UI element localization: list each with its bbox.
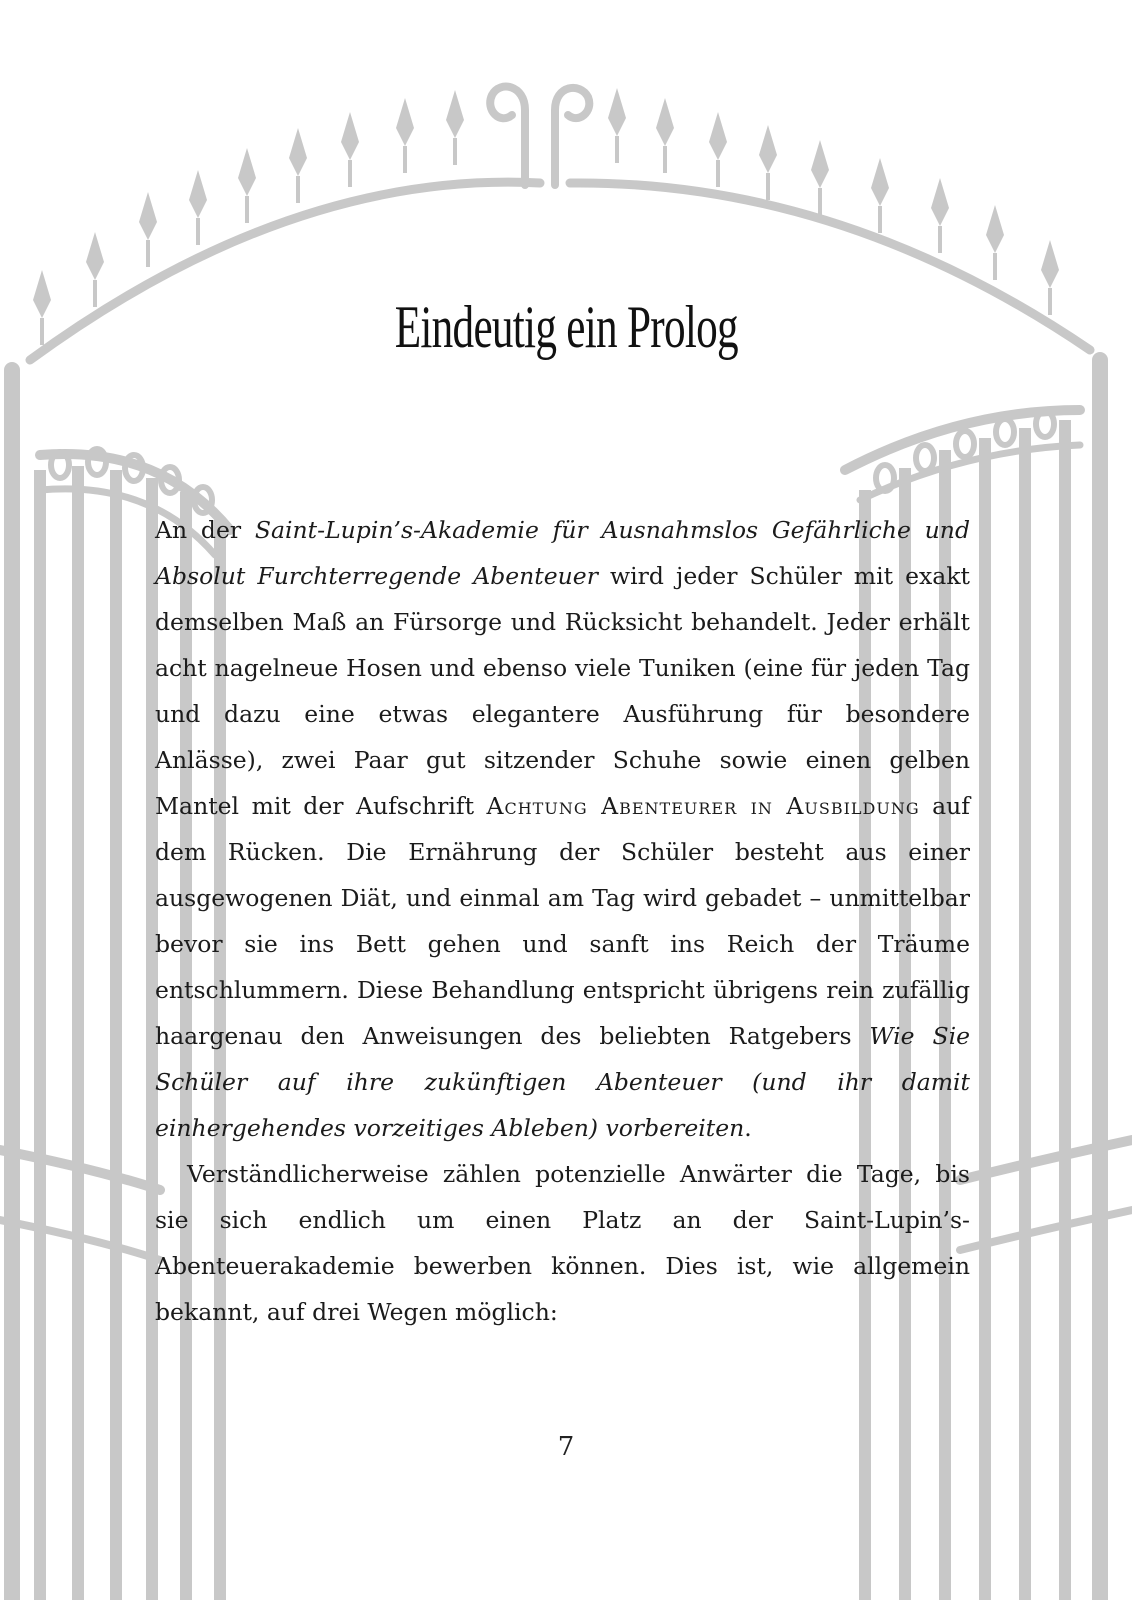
- gate-scroll-ornament: [555, 88, 589, 185]
- text-run-italic: Saint-Lupin’s-Akademie für Ausnahmslos Gefährliche und Absolut Furchterregende Abenteuer: [155, 516, 970, 590]
- gate-spike: [709, 112, 727, 187]
- gate-ring: [996, 419, 1014, 445]
- gate-spike: [189, 170, 207, 245]
- gate-spike: [341, 112, 359, 187]
- text-run-smallcaps: Achtung Abenteurer in Ausbildung: [486, 792, 920, 820]
- paragraph-2: Verständlicherweise zählen potenzielle Anwärter die Tage, bis sie sich endlich um einen Platz an der Saint-Lupin’s-Abenteuerakademie bewerben können. Dies ist, wie allgemein bekannt, auf drei Wegen möglich:: [155, 1160, 970, 1326]
- gate-spike: [396, 98, 414, 173]
- gate-spike: [871, 158, 889, 233]
- page-number: 7: [557, 1432, 575, 1462]
- gate-ring: [956, 431, 974, 457]
- gate-spike: [656, 98, 674, 173]
- gate-spike: [986, 205, 1004, 280]
- chapter-title: Eindeutig ein Prolog: [394, 294, 738, 360]
- text-run-normal: auf dem Rücken. Die Ernährung der Schüler besteht aus einer ausgewogenen Diät, und einmal am Tag wird gebadet – unmittelbar bevor sie ins Bett gehen und sanft ins Reich der Träume entschlummern. Diese Behandlung entspricht übrigens rein zufällig haargenau den Anweisungen des beliebten Ratgebers: [155, 792, 970, 1050]
- paragraph-1: [155, 507, 970, 1151]
- gate-spike: [931, 178, 949, 253]
- gate-spike: [446, 90, 464, 165]
- text-run-normal: .: [744, 1114, 752, 1142]
- body-text: [155, 507, 970, 1335]
- gate-spike: [289, 128, 307, 203]
- gate-spike: [238, 148, 256, 223]
- gate-spike: [811, 140, 829, 215]
- gate-scroll-ornament: [490, 87, 525, 185]
- text-run-italic: Wie Sie Schüler auf ihre zukünftigen Abenteuer (und ihr damit einhergehendes vorzeitiges Ableben) vorbereiten: [155, 1022, 970, 1142]
- gate-spike: [759, 125, 777, 200]
- text-run-normal: An der: [155, 516, 255, 544]
- gate-ring: [916, 445, 934, 471]
- gate-spike: [139, 192, 157, 267]
- gate-spike: [608, 88, 626, 163]
- text-run-normal: wird jeder Schüler mit exakt demselben Maß an Fürsorge und Rücksicht behandelt. Jeder erhält acht nagelneue Hosen und ebenso viele Tuniken (eine für jeden Tag und dazu eine etwas elegantere Ausführung für besondere Anlässe), zwei Paar gut sitzender Schuhe sowie einen gelben Mantel mit der Aufschrift: [155, 562, 971, 820]
